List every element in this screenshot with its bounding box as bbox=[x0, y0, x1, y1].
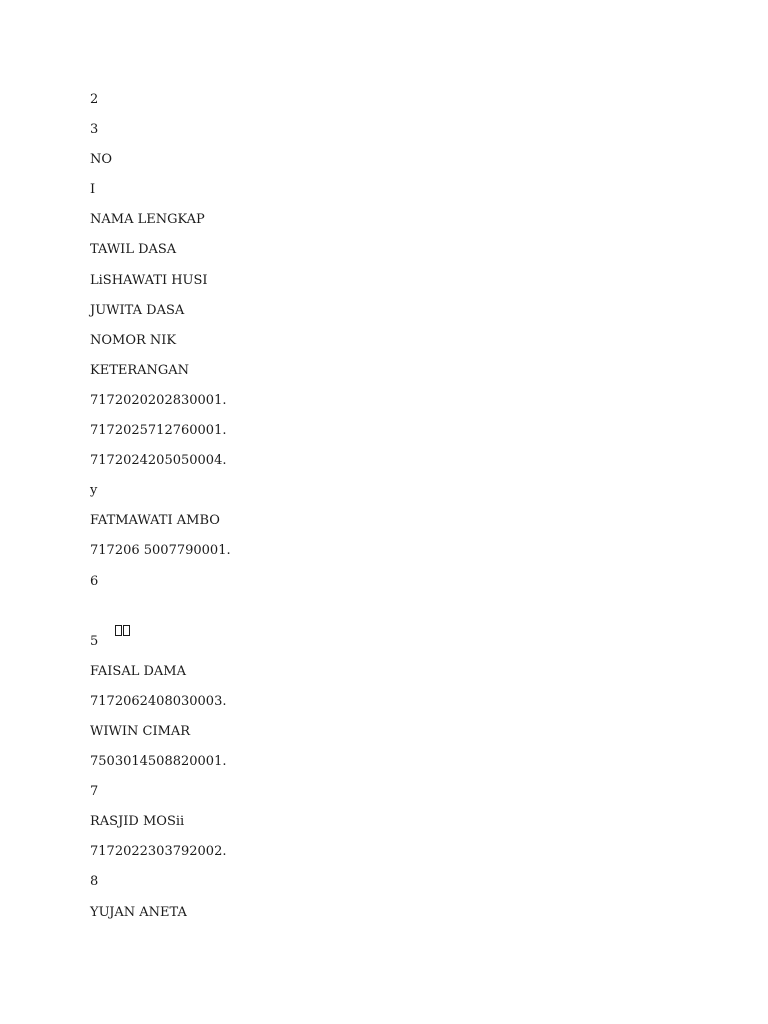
row-number: 7 bbox=[90, 784, 99, 800]
nik-entry: 7503014508820001. bbox=[90, 754, 227, 770]
column-header-keterangan: KETERANGAN bbox=[90, 362, 190, 378]
nik-entry: 7172024205050004. bbox=[90, 453, 227, 469]
row-number: 8 bbox=[90, 874, 99, 890]
name-entry: JUWITA DASA bbox=[90, 302, 185, 318]
name-entry: WIWIN CIMAR bbox=[90, 723, 191, 739]
nik-entry: 7172022303792002. bbox=[90, 844, 227, 860]
text-line: 2 bbox=[90, 92, 99, 107]
text-lines bbox=[90, 90, 231, 933]
column-header-nama-lengkap: NAMA LENGKAP bbox=[90, 212, 205, 228]
missing-glyph-icon bbox=[115, 625, 122, 636]
name-entry: TAWIL DASA bbox=[90, 242, 177, 258]
name-entry: LiSHAWATI HUSI bbox=[90, 272, 208, 288]
missing-glyph-icon bbox=[123, 625, 130, 636]
text-line: y bbox=[90, 483, 98, 499]
name-entry: RASJID MOSii bbox=[90, 814, 185, 830]
name-entry: FATMAWATI AMBO bbox=[90, 513, 220, 529]
column-header-nomor-nik: NOMOR NIK bbox=[90, 332, 177, 348]
text-line: I bbox=[90, 182, 96, 198]
nik-entry: 717206 5007790001. bbox=[90, 543, 231, 559]
row-number: 5 bbox=[90, 633, 99, 649]
row-number: 6 bbox=[90, 573, 99, 589]
text-line: 3 bbox=[90, 122, 99, 138]
nik-entry: 7172062408030003. bbox=[90, 693, 227, 709]
missing-glyph-line bbox=[90, 602, 231, 632]
name-entry: YUJAN ANETA bbox=[90, 904, 187, 920]
nik-entry: 7172020202830001. bbox=[90, 392, 227, 408]
column-header-no: NO bbox=[90, 152, 113, 168]
name-entry: FAISAL DAMA bbox=[90, 663, 186, 679]
nik-entry: 7172025712760001. bbox=[90, 423, 227, 439]
